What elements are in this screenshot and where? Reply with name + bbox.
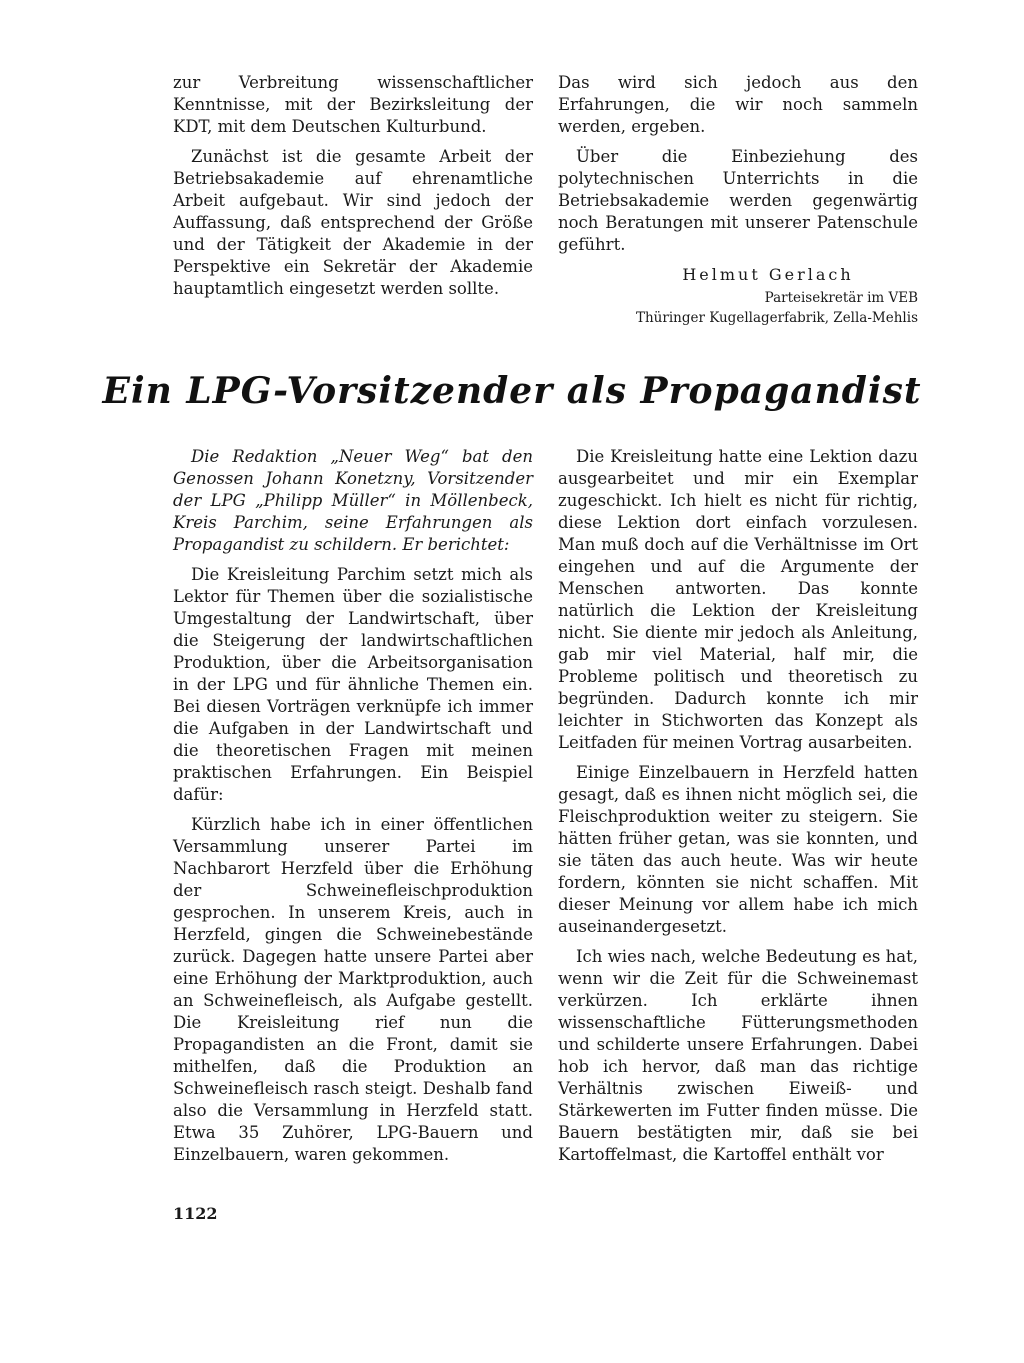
paragraph: Ich wies nach, welche Bedeutung es hat, wenn wir die Zeit für die Schweinemast verkürzen. Ich erklärte ihnen wissenschaftliche Fütterungsmethoden und schilderte unsere Erfahrungen. Dabei hob ich hervor, daß man das richtige Verhältnis zwischen Eiweiß- und Stärkewerten im Futter finden müsse. Die Bauern bestätigten mir, daß sie bei Kartoffelmast, die Kartoffel enthält vor [558,947,918,1164]
top-right-column [558,72,918,328]
top-left-column [173,72,533,308]
article-intro: Die Redaktion „Neuer Weg“ bat den Genossen Johann Konetzny, Vorsitzender der LPG „Philipp Müller“ in Möllenbeck, Kreis Parchim, seine Erfahrungen als Propagandist zu schildern. Er berichtet: [173,447,533,554]
paragraph: Das wird sich jedoch aus den Erfahrungen, die wir noch sammeln werden, ergeben. [558,73,918,136]
paragraph: Kürzlich habe ich in einer öffentlichen Versammlung unserer Partei im Nachbarort Herzfeld über die Erhöhung der Schweinefleischproduktion gesprochen. In unserem Kreis, auch in Herzfeld, gingen die Schweinebestände zurück. Dagegen hatte unsere Partei aber eine Erhöhung der Marktproduktion, auch an Schweinefleisch, als Aufgabe gestellt. Die Kreisleitung rief nun die Propagandisten an die Front, damit sie mithelfen, daß die Produktion an Schweinefleisch rasch steigt. Deshalb fand also die Versammlung in Herzfeld statt. Etwa 35 Zuhörer, LPG-Bauern und Einzelbauern, waren gekommen. [173,815,533,1164]
paragraph: Die Kreisleitung hatte eine Lektion dazu ausgearbeitet und mir ein Exemplar zugeschickt. Ich hielt es nicht für richtig, diese Lektion dort einfach vorzulesen. Man muß doch auf die Verhältnisse im Ort eingehen und auf die Argumente der Menschen antworten. Das konnte natürlich die Lektion der Kreisleitung nicht. Sie diente mir jedoch als Anleitung, gab mir viel Material, half mir, die Probleme politisch und theoretisch zu begründen. Dadurch konnte ich mir leichter in Stichworten das Konzept als Leitfaden für meinen Vortrag ausarbeiten. [558,447,918,752]
paragraph: Über die Einbeziehung des polytechnischen Unterrichts in die Betriebsakademie werden gegenwärtig noch Beratungen mit unserer Patenschule geführt. [558,147,918,254]
article-title: Ein LPG-Vorsitzender als Propagandist [102,370,922,412]
article-left-column [173,446,533,1174]
paragraph: Die Kreisleitung Parchim setzt mich als Lektor für Themen über die sozialistische Umgestaltung der Landwirtschaft, über die Steigerung der landwirtschaftlichen Produktion, über die Arbeitsorganisation in der LPG und für ähnliche Themen ein. Bei diesen Vorträgen verknüpfe ich immer die Aufgaben in der Landwirtschaft und die theoretischen Fragen mit meinen praktischen Erfahrungen. Ein Beispiel dafür: [173,565,533,804]
signature-company: Thüringer Kugellagerfabrik, Zella-Mehlis [635,310,918,326]
paragraph: Einige Einzelbauern in Herzfeld hatten gesagt, daß es ihnen nicht möglich sei, die Fleischproduktion weiter zu steigern. Sie hätten früher getan, was sie konnten, und sie täten das auch heute. Was wir heute fordern, könnten sie nicht schaffen. Mit dieser Meinung vor allem habe ich mich auseinandergesetzt. [558,763,918,936]
article-right-column [558,446,918,1174]
signature-role: Parteisekretär im VEB [764,290,918,306]
paragraph: Zunächst ist die gesamte Arbeit der Betriebsakademie auf ehrenamtliche Arbeit aufgebaut. Wir sind jedoch der Auffassung, daß entsprechend der Größe und der Tätigkeit der Akademie in der Perspektive ein Sekretär der Akademie hauptamtlich eingesetzt werden sollte. [173,147,533,298]
paragraph: zur Verbreitung wissenschaftlicher Kenntnisse, mit der Bezirksleitung der KDT, mit dem Deutschen Kulturbund. [173,73,533,136]
page-number: 1122 [173,1204,218,1223]
signature-name: Helmut Gerlach [682,265,854,284]
